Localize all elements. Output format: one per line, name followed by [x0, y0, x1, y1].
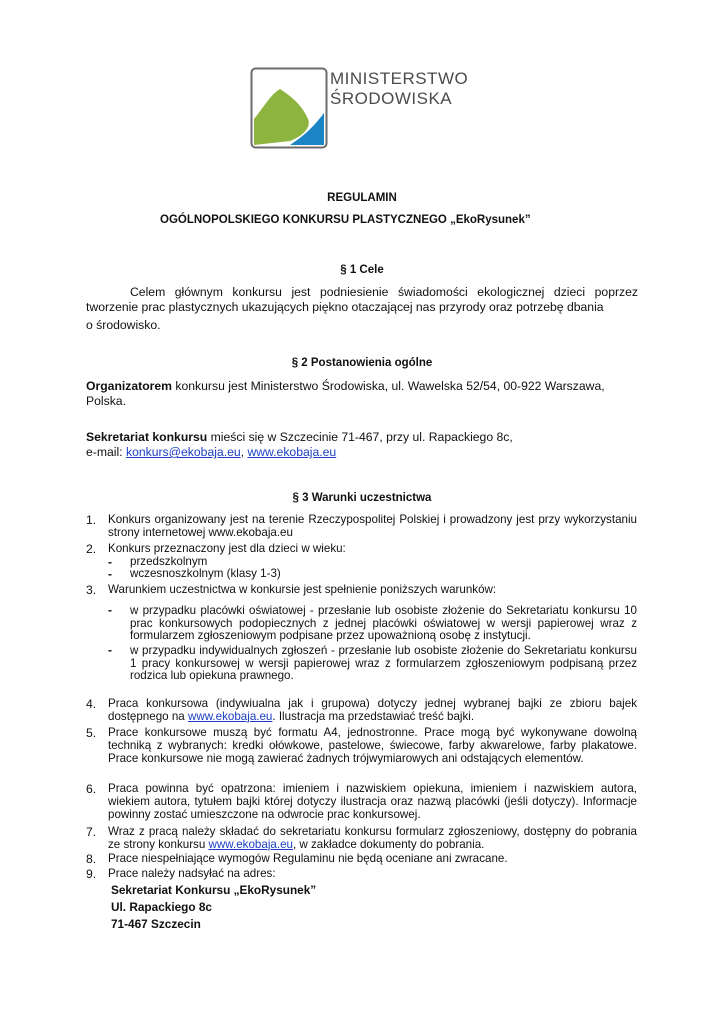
section-2-heading: § 2 Postanowienia ogólne — [291, 357, 433, 369]
email-link[interactable]: konkurs@ekobaja.eu — [125, 445, 241, 459]
list-item-5: Prace konkursowe muszą być formatu A4, jednostronne. Prace mogą być wykonywane dowolną techniką z wybranych: kredki ołówkowe, pastelowe, świecowe, farby akwarelowe, farby plakatowe. Prace konkursowe nie mogą zawierać żadnych trójwymiarowych ani odstających elementów. — [108, 726, 637, 765]
list-number: 5. — [86, 726, 97, 740]
dash-bullet: - — [108, 643, 112, 657]
list-number: 6. — [86, 782, 97, 796]
list-item-2b: wczesnoszkolnym (klasy 1-3) — [130, 567, 281, 580]
list-item-1: Konkurs organizowany jest na terenie Rzeczypospolitej Polskiej i prowadzony jest przy wykorzystaniu strony internetowej www.ekobaja.eu — [108, 513, 637, 539]
section-1-text-end: o środowisko. — [86, 318, 161, 332]
item-7-link[interactable]: www.ekobaja.eu — [208, 837, 293, 851]
list-number: 3. — [86, 583, 97, 597]
address-line-2: Ul. Rapackiego 8c — [111, 900, 212, 914]
logo-line2: ŚRODOWISKA — [330, 89, 453, 108]
organizer-paragraph — [86, 379, 638, 409]
item-7-text-end: , w zakładce dokumenty do pobrania. — [292, 837, 485, 851]
list-item-4 — [108, 698, 637, 724]
secretariat-text: mieści się w Szczecinie 71-467, przy ul. Rapackiego 8c, — [207, 430, 513, 444]
organizer-text: konkursu jest Ministerstwo Środowiska, ul. Wawelska 52/54, 00-922 Warszawa, Polska. — [86, 379, 605, 408]
logo-mark-icon — [250, 67, 328, 149]
dash-bullet: - — [108, 555, 112, 569]
list-number: 1. — [86, 513, 97, 527]
link-separator: , — [240, 445, 248, 459]
list-number: 7. — [86, 825, 97, 839]
list-item-3: Warunkiem uczestnictwa w konkursie jest spełnienie poniższych warunków: — [108, 583, 497, 596]
list-item-2: Konkurs przeznaczony jest dla dzieci w wieku: — [108, 542, 346, 555]
address-line-3: 71-467 Szczecin — [111, 917, 201, 931]
list-number: 4. — [86, 697, 97, 711]
section-1-heading: § 1 Cele — [340, 264, 384, 276]
list-number: 9. — [86, 867, 97, 881]
doc-subtitle: OGÓLNOPOLSKIEGO KONKURSU PLASTYCZNEGO „EkoRysunek” — [160, 214, 531, 226]
item-7-text: Wraz z pracą należy składać do sekretariatu konkursu formularz zgłoszeniowy, dostępny do pobrania ze strony konkursu — [108, 825, 637, 851]
item-4-link[interactable]: www.ekobaja.eu — [187, 709, 273, 723]
website-link[interactable]: www.ekobaja.eu — [247, 445, 337, 459]
section-1-text: Celem głównym konkursu jest podniesienie świadomości ekologicznej dzieci poprzez tworzenie prac plastycznych ukazujących piękno otaczającej nas przyrody oraz potrzebę dbania — [86, 285, 638, 314]
list-item-6: Praca powinna być opatrzona: imieniem i nazwiskiem opiekuna, imieniem i nazwiskiem autora, wiekiem autora, tytułem bajki której dotyczy ilustracja oraz nazwą placówki (jeśli dotyczy). Informacje powinny zostać umieszczone na odwrocie prac konkursowej. — [108, 782, 637, 821]
list-number: 2. — [86, 542, 97, 556]
email-prefix: e-mail: — [86, 445, 126, 459]
list-item-3a: w przypadku placówki oświatowej - przesłanie lub osobiste złożenie do Sekretariatu konkursu 10 prac konkursowych podopiecznych z jednej placówki oświatowej w wersji papierowej wraz z formularzem zgłoszeniowym podpisane przez upoważnioną osobę z instytucji. — [130, 604, 637, 643]
organizer-label: Organizatorem — [86, 379, 173, 393]
item-4-text: Praca konkursowa (indywiualna jak i grupowa) dotyczy jednej wybranej bajki ze zbioru bajek dostępnego na — [108, 697, 637, 723]
address-line-1: Sekretariat Konkursu „EkoRysunek” — [111, 883, 317, 897]
list-item-8: Prace niespełniające wymogów Regulaminu nie będą oceniane ani zwracane. — [108, 852, 508, 865]
secretariat-paragraph — [86, 430, 638, 460]
list-number: 8. — [86, 852, 97, 866]
logo-line1: MINISTERSTWO — [330, 69, 469, 88]
list-item-2a: przedszkolnym — [130, 555, 208, 568]
dash-bullet: - — [108, 567, 112, 581]
item-4-text-end: . Ilustracja ma przedstawiać treść bajki. — [272, 709, 475, 723]
list-item-7 — [108, 826, 637, 852]
doc-title: REGULAMIN — [327, 192, 397, 204]
list-item-9: Prace należy nadsyłać na adres: — [108, 867, 276, 880]
logo-wordmark — [330, 69, 468, 109]
ministry-logo — [250, 67, 480, 149]
list-item-3b: w przypadku indywidualnych zgłoszeń - przesłanie lub osobiste złożenie do Sekretariatu konkursu 1 pracy konkursowej w wersji papierowej wraz z formularzem zgłoszeniowym podpisaną przez rodzica lub opiekuna prawnego. — [130, 644, 637, 683]
dash-bullet: - — [108, 603, 112, 617]
secretariat-label: Sekretariat konkursu — [86, 430, 208, 444]
section-3-heading: § 3 Warunki uczestnictwa — [292, 492, 432, 504]
